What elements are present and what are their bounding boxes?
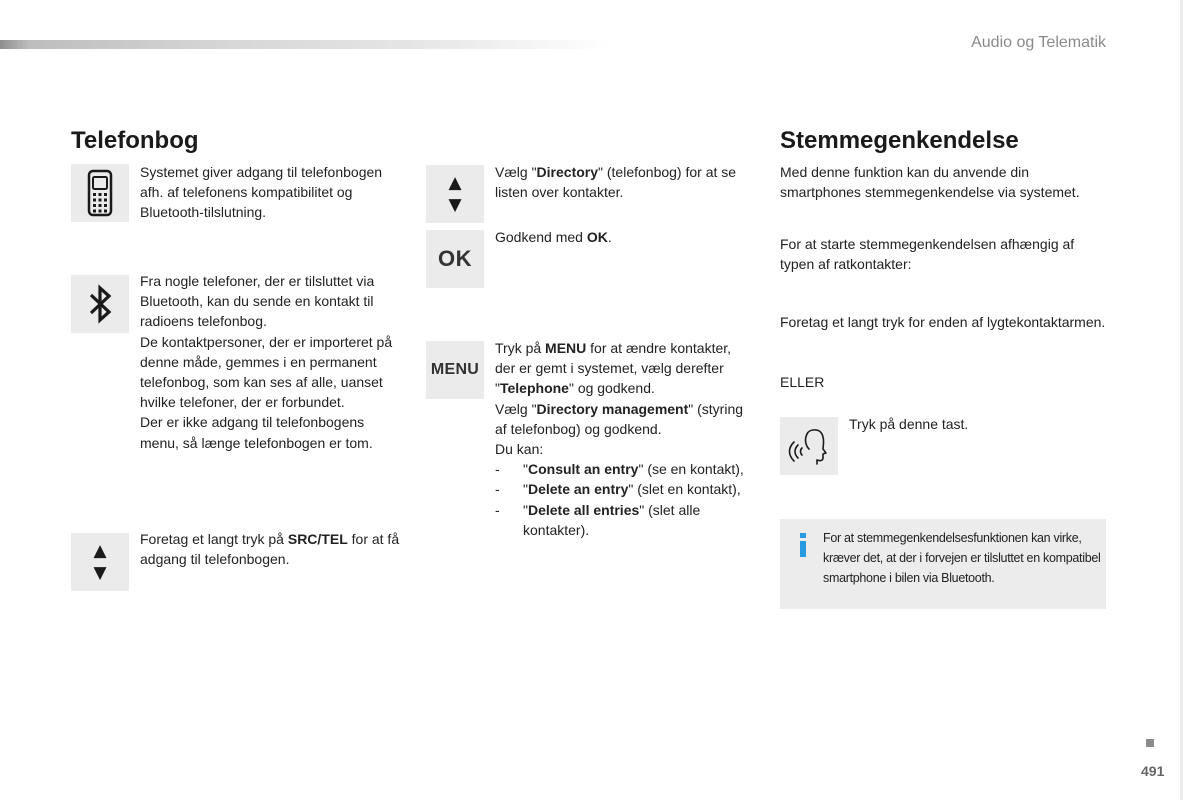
item-key: Delete all entries <box>527 501 640 518</box>
menu-button-label: MENU <box>430 361 480 378</box>
item-pre: " <box>523 501 528 518</box>
menu-p2-post: " (styring af telefonbog) og godkend. <box>495 400 744 437</box>
voice-or: ELLER <box>780 374 825 390</box>
voice-press-key: Tryk på denne tast. <box>849 416 969 432</box>
menu-p2-pre: Vælg " <box>495 400 537 417</box>
info-box <box>780 519 1106 609</box>
bluetooth-para-2: De kontaktpersoner, der er importeret på denne måde, gemmes i en permanent telefonbog, som kan ses af alle, uanset hvilke telefoner, der er forbundet. <box>140 333 393 411</box>
text-block-intro: Systemet giver adgang til telefonbogen afh. af telefonens kompatibilitet og Bluetooth-tilslutning. <box>140 164 383 221</box>
menu-para-1 <box>495 338 747 399</box>
list-item <box>495 479 747 499</box>
up-down-arrows-icon: ▲ ▼ <box>448 173 462 215</box>
text-block-directory <box>495 162 747 202</box>
text-block-bluetooth <box>140 271 402 453</box>
page-edge-rule <box>1180 0 1183 800</box>
menu-p1-mid: for at ændre kontakter, der er gemt i systemet, vælg derefter " <box>495 340 732 397</box>
voice-intro: Med denne funktion kan du anvende din smartphones stemmegenkendelse via systemet. <box>780 164 1080 201</box>
text-block-ok <box>495 227 747 247</box>
item-pre: " <box>523 481 528 498</box>
mobile-phone-icon <box>85 169 115 217</box>
voice-command-icon <box>787 426 831 466</box>
header-gradient-bar <box>0 40 610 49</box>
src-tel-key: SRC/TEL <box>287 531 348 547</box>
ok-post: . <box>607 229 612 245</box>
menu-p1-pre: Tryk på <box>495 340 546 356</box>
bluetooth-icon <box>85 284 115 324</box>
section-title: Audio og Telematik <box>971 34 1106 51</box>
text-block-src-tel <box>140 529 402 569</box>
directory-post: " (telefonbog) for at se listen over kontakter. <box>495 164 737 201</box>
bluetooth-para-3: Der er ikke adgang til telefonbogens menu, så længe telefonbogen er tom. <box>140 414 373 451</box>
item-post: " (slet en kontakt), <box>628 481 741 498</box>
menu-options-list <box>495 459 747 540</box>
text-block-menu <box>495 338 747 540</box>
src-tel-arrows-box <box>71 533 129 591</box>
ok-button-label: OK <box>438 246 472 271</box>
menu-p2-key: Directory management <box>536 400 689 417</box>
ok-key: OK <box>586 229 608 245</box>
bluetooth-icon-box <box>71 275 129 333</box>
ok-button-box <box>426 230 484 288</box>
item-key: Consult an entry <box>527 461 639 478</box>
page-number: 491 <box>1141 763 1165 779</box>
directory-key: Directory <box>536 164 599 180</box>
ok-pre: Godkend med <box>495 229 587 245</box>
info-text: For at stemmegenkendelsesfunktionen kan virke, kræver det, at der i forvejen er tilsluttet en kompatibel smartphone i bilen via Bluetooth. <box>823 531 1101 585</box>
info-icon <box>798 533 808 557</box>
list-item <box>495 500 747 540</box>
list-item <box>495 459 747 479</box>
menu-p1-key2: Telephone <box>499 380 569 397</box>
item-post: " (se en kontakt), <box>638 461 744 478</box>
item-key: Delete an entry <box>527 481 629 498</box>
phone-icon-box <box>71 164 129 222</box>
item-pre: " <box>523 461 528 478</box>
menu-button-box <box>426 341 484 399</box>
src-tel-post: for at få adgang til telefonbogen. <box>140 531 400 568</box>
item-post: " (slet alle kontakter). <box>523 501 701 538</box>
menu-p1-key: MENU <box>545 340 587 356</box>
directory-arrows-box <box>426 165 484 223</box>
page-marker <box>1146 739 1154 747</box>
bluetooth-para-1: Fra nogle telefoner, der er tilsluttet via Bluetooth, kan du sende en kontakt til radioens telefonbog. <box>140 273 375 330</box>
voice-long-press: Foretag et langt tryk for enden af lygtekontaktarmen. <box>780 314 1106 330</box>
voice-button-box <box>780 417 838 475</box>
directory-pre: Vælg " <box>495 164 537 180</box>
menu-para-3: Du kan: <box>495 441 544 458</box>
src-tel-pre: Foretag et langt tryk på <box>140 531 288 547</box>
heading-telefonbog: Telefonbog <box>71 127 199 154</box>
voice-steering-note: For at starte stemmegenkendelsen afhængig af typen af ratkontakter: <box>780 236 1075 273</box>
menu-p1-post: " og godkend. <box>568 380 655 397</box>
menu-para-2 <box>495 399 747 439</box>
up-down-arrows-icon: ▲ ▼ <box>93 541 107 583</box>
heading-stemmegenkendelse: Stemmegenkendelse <box>780 127 1019 154</box>
